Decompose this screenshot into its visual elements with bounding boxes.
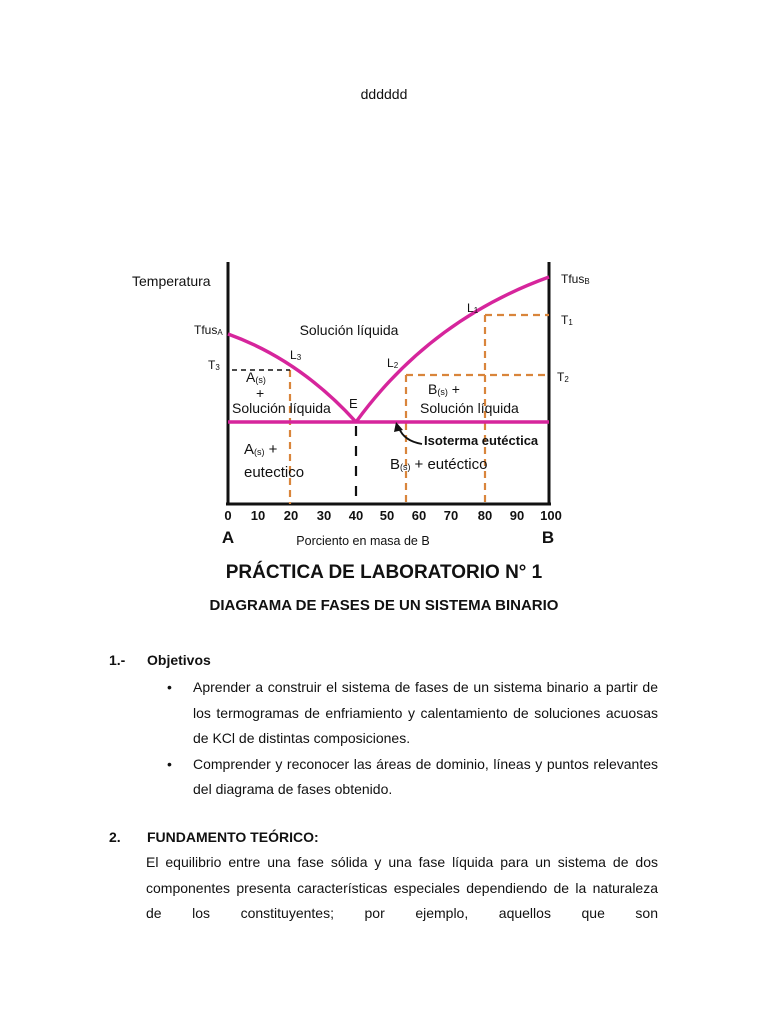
objective-item: • Aprender a construir el sistema de fases de un sistema binario a partir de los termogramas de enfriamiento y calentamiento de soluciones acuosas de KCl de distintas composiciones.	[147, 675, 658, 752]
section-number: 2.	[109, 829, 121, 845]
section-number: 1.-	[109, 652, 126, 668]
section-title: FUNDAMENTO TEÓRICO:	[147, 829, 319, 845]
tfus-b-label: TfusB	[561, 272, 590, 286]
isotherm-label: Isoterma eutéctica	[424, 433, 539, 448]
page-title: PRÁCTICA DE LABORATORIO N° 1	[225, 562, 543, 583]
x-tick-30: 30	[316, 508, 332, 523]
region-b-eutectic-label: B(s) + eutéctico	[390, 456, 488, 473]
x-tick-labels	[224, 508, 561, 523]
x-tick-70: 70	[443, 508, 459, 523]
region-b-liquid-text: Solución líquida	[420, 400, 519, 416]
component-a-label: A	[221, 528, 235, 547]
region-a-liquid-solid: A(s)	[246, 369, 266, 385]
t3-label: T3	[208, 358, 220, 372]
x-tick-90: 90	[509, 508, 525, 523]
region-liquid-label: Solución líquida	[299, 322, 399, 338]
l1-label: L1	[467, 301, 479, 315]
section-title: Objetivos	[147, 652, 211, 668]
region-a-eutectic-text: eutectico	[244, 464, 305, 481]
l2-label: L2	[387, 356, 399, 370]
tfus-a-label: TfusA	[194, 323, 223, 337]
x-tick-40: 40	[348, 508, 364, 523]
x-axis-label: Porciento en masa de B	[296, 534, 430, 548]
objectives-list	[147, 675, 658, 803]
region-a-liquid-plus: +	[256, 385, 265, 401]
page-header-text: dddddd	[360, 86, 408, 102]
x-tick-0: 0	[224, 508, 232, 523]
page-subtitle: DIAGRAMA DE FASES DE UN SISTEMA BINARIO	[209, 597, 559, 614]
x-tick-50: 50	[379, 508, 395, 523]
region-a-liquid-text: Solución líquida	[232, 400, 331, 416]
x-tick-10: 10	[250, 508, 266, 523]
isotherm-arrow	[399, 428, 422, 444]
region-b-liquid-solid: B(s) +	[428, 381, 460, 397]
component-b-label: B	[541, 528, 555, 547]
x-tick-60: 60	[411, 508, 427, 523]
theory-paragraph: El equilibrio entre una fase sólida y una fase líquida para un sistema de dos componentes presenta características especiales dependiendo de la naturaleza de los constituyentes; por ejemplo, aquellos que son	[146, 854, 658, 921]
objective-item: • Comprender y reconocer las áreas de dominio, líneas y puntos relevantes del diagrama de fases obtenido.	[147, 752, 658, 803]
l3-label: L3	[290, 348, 302, 362]
x-tick-20: 20	[283, 508, 299, 523]
x-tick-100: 100	[540, 508, 562, 523]
x-tick-80: 80	[477, 508, 493, 523]
t2-label: T2	[557, 370, 569, 384]
y-axis-label: Temperatura	[132, 273, 211, 289]
region-a-eutectic-solid: A(s) +	[244, 441, 278, 458]
t1-label: T1	[561, 313, 573, 327]
eutectic-point-label: E	[349, 396, 358, 411]
